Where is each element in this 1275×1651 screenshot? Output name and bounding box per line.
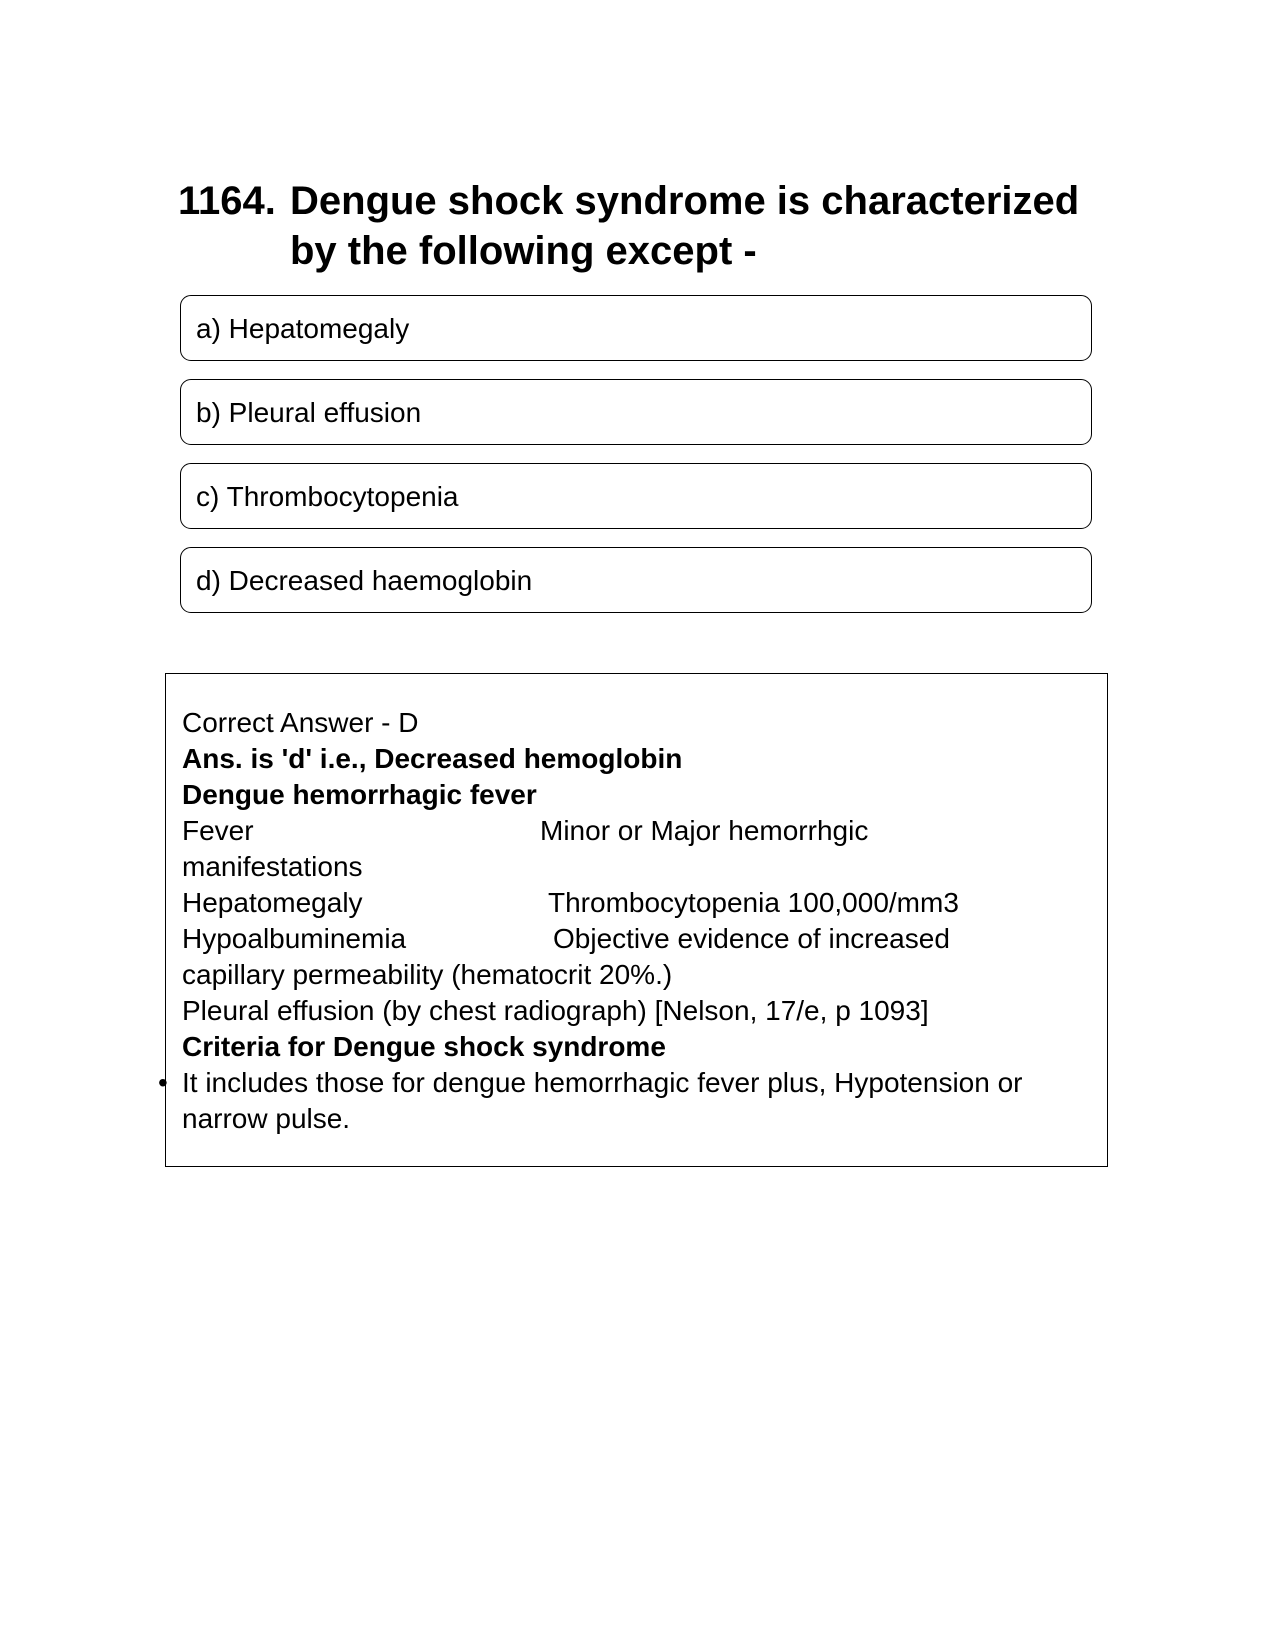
criteria-row-hypoalbuminemia bbox=[182, 921, 1087, 957]
option-a[interactable]: a) Hepatomegaly bbox=[180, 295, 1092, 361]
criteria-row-fever bbox=[182, 813, 1087, 849]
row-right: Objective evidence of increased bbox=[553, 923, 950, 954]
correct-answer: Correct Answer - D bbox=[182, 707, 419, 738]
dhf-heading: Dengue hemorrhagic fever bbox=[182, 779, 537, 810]
answer-explanation-box bbox=[158, 673, 1108, 1167]
pleural-line: Pleural effusion (by chest radiograph) [Nelson, 17/e, p 1093] bbox=[182, 995, 929, 1026]
row-right: Thrombocytopenia 100,000/mm3 bbox=[548, 887, 959, 918]
permeability-line: capillary permeability (hematocrit 20%.) bbox=[182, 959, 673, 990]
answer-heading: Ans. is 'd' i.e., Decreased hemoglobin bbox=[182, 743, 683, 774]
bullet-text: It includes those for dengue hemorrhagic fever plus, Hypotension or narrow pulse. bbox=[182, 1067, 1023, 1134]
question-text: Dengue shock syndrome is characterized by the following except - bbox=[290, 179, 1080, 273]
option-d[interactable]: d) Decreased haemoglobin bbox=[180, 547, 1092, 613]
option-b[interactable]: b) Pleural effusion bbox=[180, 379, 1092, 445]
criteria-row-manifestations bbox=[182, 849, 1087, 885]
row-left: manifestations bbox=[182, 851, 363, 882]
dss-criteria-heading: Criteria for Dengue shock syndrome bbox=[182, 1031, 666, 1062]
row-left: Hepatomegaly bbox=[182, 887, 363, 918]
answer-content bbox=[158, 705, 1087, 1137]
question-number: 1164. bbox=[178, 179, 276, 223]
list-item bbox=[158, 1065, 1087, 1137]
row-left: Fever bbox=[182, 815, 254, 846]
row-left: Hypoalbuminemia bbox=[182, 923, 407, 954]
criteria-row-hepatomegaly bbox=[182, 885, 1087, 921]
row-right: Minor or Major hemorrhgic bbox=[540, 815, 869, 846]
option-c[interactable]: c) Thrombocytopenia bbox=[180, 463, 1092, 529]
bullet-icon: • bbox=[158, 1067, 168, 1098]
